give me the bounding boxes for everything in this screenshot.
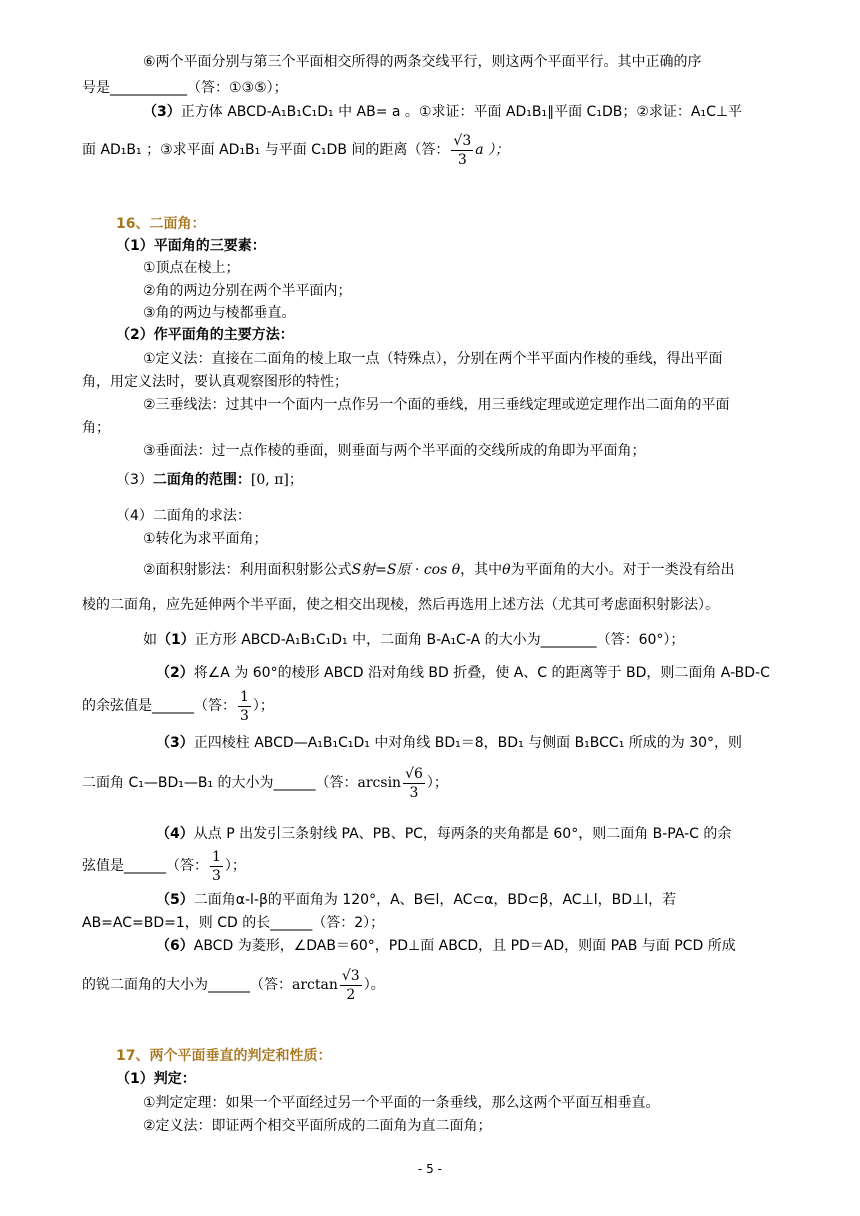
fraction-numerator: √3 [453, 132, 472, 149]
example-line-with-fraction [82, 965, 385, 1005]
item-text: ； [288, 472, 303, 488]
section-heading: 17、两个平面垂直的判定和性质： [116, 1048, 332, 1064]
fraction-denominator: 3 [240, 707, 249, 724]
text-line: ②三垂线法：过其中一个面内一点作另一个面的垂线，用三垂线定理或逆定理作出二面角的平面 [143, 397, 730, 413]
item-text: ）。 [363, 977, 385, 993]
example-line [156, 733, 742, 753]
text-line: 角； [82, 420, 110, 436]
fraction-denominator: 3 [457, 151, 467, 168]
item-text: ②面积射影法：利用面积射影公式 [143, 562, 352, 578]
text-line [143, 102, 742, 122]
item-text: a ）； [475, 142, 510, 158]
example-line [156, 663, 770, 683]
fraction-numerator: 1 [212, 848, 221, 865]
item-number: （3） [116, 472, 153, 488]
subheading: （1）判定： [116, 1071, 196, 1087]
math-expression: [0, π] [250, 472, 289, 488]
text-line: 角，用定义法时，要认真观察图形的特性； [82, 374, 348, 390]
text-line [116, 470, 303, 490]
text-line: ②角的两边分别在两个半平面内； [143, 283, 352, 299]
item-text: ）； [252, 698, 274, 714]
item-number: （3） [143, 104, 181, 120]
item-text: 二面角 C₁—BD₁—B₁ 的大小为______（答： [82, 775, 358, 791]
item-text: 正方体 ABCD-A₁B₁C₁D₁ 中 AB= a 。①求证：平面 AD₁B₁∥平面 C₁DB；②求证：A₁C⊥平 [180, 104, 743, 120]
item-text: ABCD 为菱形，∠DAB＝60°，PD⊥面 ABCD，且 PD＝AD，则面 PAB 与面 PCD 所成 [193, 938, 736, 954]
fraction [451, 132, 473, 169]
math-formula: S射=S原 · cos θ [351, 562, 461, 578]
fraction-numerator: √6 [405, 765, 423, 782]
text-line [143, 560, 735, 580]
example-line [156, 936, 736, 956]
text-line: ①顶点在棱上； [143, 260, 240, 276]
item-text: ，其中 [460, 562, 503, 578]
text-line-with-fraction [82, 130, 509, 170]
text-line: ③角的两边与棱都垂直。 [143, 305, 296, 321]
item-number: （6） [156, 938, 194, 954]
example-line [156, 890, 676, 910]
fraction-denominator: 3 [409, 784, 419, 801]
item-text: 二面角α-l-β的平面角为 120°，A、B∈l，AC⊂α，BD⊂β，AC⊥l，BD⊥l，若 [193, 892, 677, 908]
item-text: 面 AD₁B₁ ；③求平面 AD₁B₁ 与平面 C₁DB 间的距离（答： [82, 142, 450, 158]
item-text: 的锐二面角的大小为______（答： [82, 977, 292, 993]
item-text: 正四棱柱 ABCD—A₁B₁C₁D₁ 中对角线 BD₁＝8，BD₁ 与侧面 B₁BCC₁ 所成的为 30°，则 [193, 735, 743, 751]
section-heading: 16、二面角： [116, 216, 206, 232]
item-number: （4） [156, 826, 194, 842]
item-number: （2） [156, 665, 194, 681]
fraction-denominator: 3 [212, 867, 221, 884]
fraction [210, 848, 223, 885]
item-text: 从点 P 出发引三条射线 PA、PB、PC，每两条的夹角都是 60°，则二面角 B-PA-C 的余 [193, 826, 732, 842]
item-text: 正方形 ABCD-A₁B₁C₁D₁ 中，二面角 B-A₁C-A 的大小为________（答：60°）； [194, 632, 685, 648]
item-text: ）； [426, 775, 448, 791]
item-text: 二面角的范围： [152, 472, 251, 488]
item-number: （5） [156, 892, 194, 908]
item-text: 为平面角的大小。对于一类没有给出 [510, 562, 735, 578]
item-number: （1） [157, 632, 195, 648]
item-text: 弦值是______（答： [82, 858, 208, 874]
example-line [143, 630, 684, 650]
text-line: ③垂面法：过一点作棱的垂面，则垂面与两个半平面的交线所成的角即为平面角； [143, 443, 646, 459]
math-function: arctan [292, 977, 338, 993]
item-text: ）； [224, 858, 246, 874]
text-line: ①判定定理：如果一个平面经过另一个平面的一条垂线，那么这两个平面互相垂直。 [143, 1095, 660, 1111]
text-line: ①定义法：直接在二面角的棱上取一点（特殊点），分别在两个半平面内作棱的垂线，得出平面 [143, 351, 723, 367]
text-line: ②定义法：即证两个相交平面所成的二面角为直二面角； [143, 1118, 492, 1134]
item-number: （3） [156, 735, 194, 751]
item-text: 如 [143, 632, 157, 648]
fraction-numerator: √3 [341, 967, 360, 984]
fraction-numerator: 1 [240, 688, 249, 705]
text-line: 号是___________（答：①③⑤）； [82, 80, 288, 96]
fraction [238, 688, 251, 725]
example-line: AB=AC=BD=1，则 CD 的长______（答：2）； [82, 915, 385, 931]
example-line-with-fraction [82, 763, 448, 803]
example-line [156, 824, 731, 844]
text-line: ⑥两个平面分别与第三个平面相交所得的两条交线平行，则这两个平面平行。其中正确的序 [143, 54, 702, 70]
fraction [340, 967, 362, 1004]
item-text: 将∠A 为 60°的棱形 ABCD 沿对角线 BD 折叠，使 A、C 的距离等于 BD，则二面角 A-BD-C [193, 665, 770, 681]
text-line: 棱的二面角，应先延伸两个半平面，使之相交出现棱，然后再选用上述方法（尤其可考虑面积射影法）。 [82, 597, 719, 613]
page-number: - 5 - [418, 1162, 442, 1176]
subheading: （1）平面角的三要素： [116, 238, 266, 254]
subheading [116, 506, 251, 526]
text-line: ①转化为求平面角； [143, 531, 268, 547]
example-line-with-fraction [82, 846, 246, 886]
item-text: （4）二面角的求法： [116, 508, 251, 524]
math-symbol: θ [502, 562, 511, 578]
example-line-with-fraction [82, 686, 274, 726]
subheading: （2）作平面角的主要方法： [116, 327, 294, 343]
fraction-denominator: 2 [346, 986, 356, 1003]
math-function: arcsin [357, 775, 402, 791]
fraction [403, 765, 425, 802]
item-text: 的余弦值是______（答： [82, 698, 236, 714]
